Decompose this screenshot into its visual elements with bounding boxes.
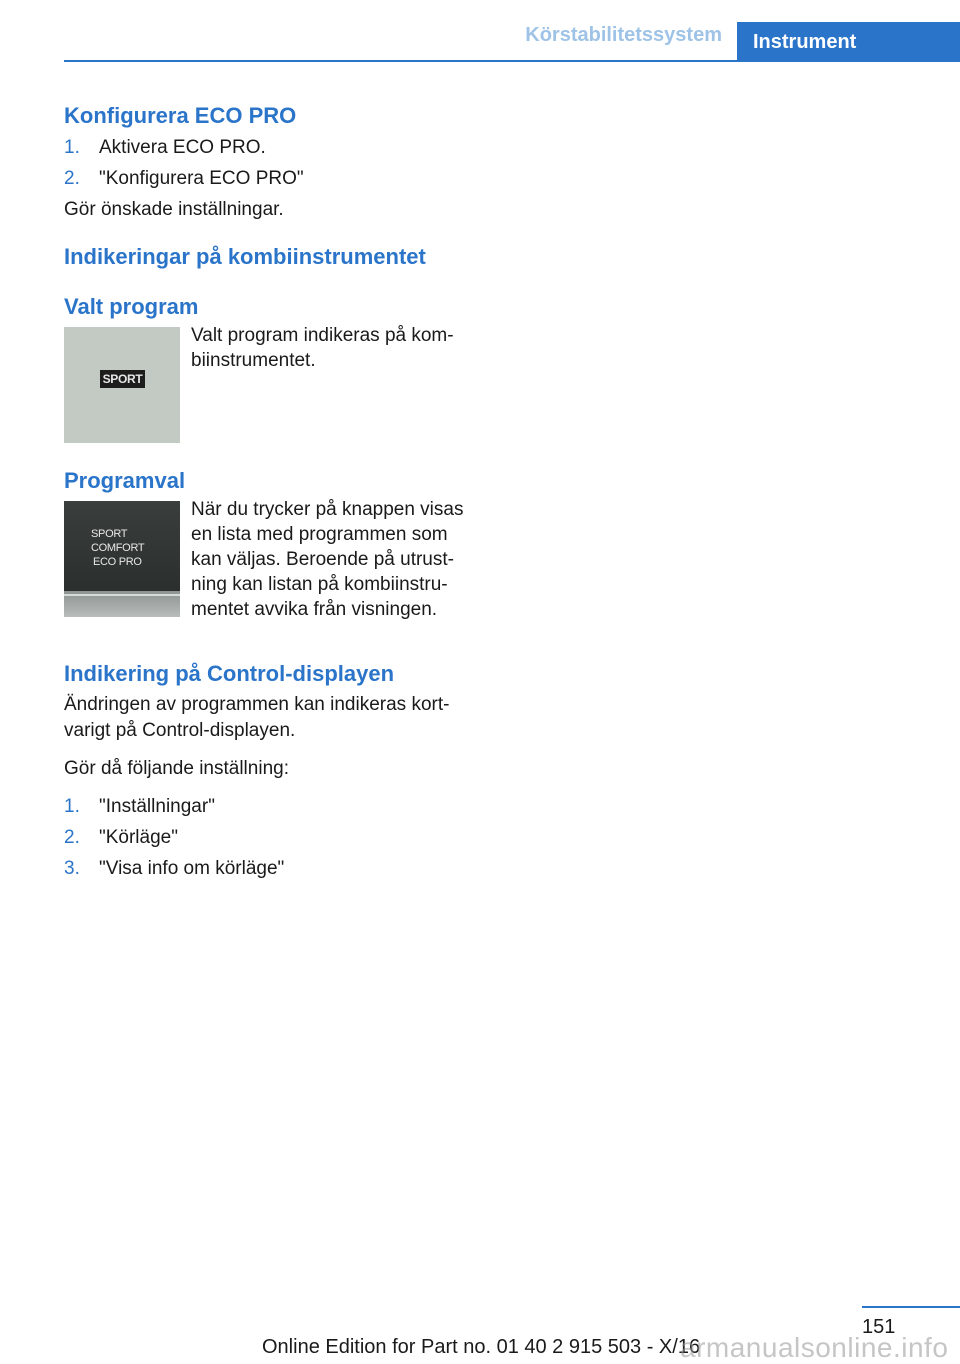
list-item	[64, 794, 476, 820]
step-text: "Inställningar"	[99, 796, 215, 817]
control-display-text: Ändringen av programmen kan indikeras kort‐ varigt på Control-displayen.	[64, 694, 450, 741]
step-number: 2.	[64, 827, 80, 848]
sport-chip-label: SPORT	[100, 370, 145, 388]
control-display-steps-list	[64, 794, 476, 882]
step-number: 2.	[64, 168, 80, 189]
program-menu-item: ECO PRO	[93, 556, 142, 568]
step-text: "Körläge"	[99, 827, 178, 848]
configure-after-text: Gör önskade inställningar.	[64, 199, 284, 220]
program-menu-item: COMFORT	[91, 542, 145, 554]
heading-selected-program: Valt program	[64, 294, 199, 319]
program-selection-text: När du trycker på knappen visas en lista med programmen som kan väljas. Beroende på utrust‐ ning kan listan på kombiinstru‐ mentet avvika från visningen.	[191, 499, 464, 620]
watermark: armanualsonline.info	[680, 1332, 949, 1363]
program-selection-row	[64, 501, 476, 622]
menu-bottom-band	[64, 591, 180, 617]
step-text: Aktivera ECO PRO.	[99, 137, 266, 158]
heading-control-display: Indikering på Control-displayen	[64, 661, 395, 686]
selected-program-text: Valt program indikeras på kom‐ biinstrumentet.	[191, 325, 454, 371]
configure-steps-list	[64, 135, 476, 192]
header-rule	[64, 60, 960, 62]
program-list-image	[64, 501, 180, 617]
step-number: 1.	[64, 137, 80, 158]
step-text: "Visa info om körläge"	[99, 858, 285, 879]
list-item	[64, 135, 476, 161]
selected-program-row	[64, 327, 476, 443]
page-number: 151	[862, 1316, 896, 1338]
heading-configure-eco-pro: Konfigurera ECO PRO	[64, 103, 297, 128]
list-item	[64, 825, 476, 851]
sport-indicator-image	[64, 327, 180, 443]
program-menu	[91, 527, 144, 569]
step-number: 3.	[64, 858, 80, 879]
step-number: 1.	[64, 796, 80, 817]
footer-edition: Online Edition for Part no. 01 40 2 915 503 - X/16	[262, 1336, 701, 1358]
program-menu-item: SPORT	[91, 528, 128, 540]
page-number-rule	[862, 1306, 960, 1308]
list-item	[64, 856, 476, 882]
step-text: "Konfigurera ECO PRO"	[99, 168, 304, 189]
page-content	[64, 100, 476, 887]
heading-indicators: Indikeringar på kombiinstrumentet	[64, 244, 426, 269]
heading-program-selection: Programval	[64, 468, 186, 493]
page-header	[0, 0, 960, 64]
control-display-intro: Gör då följande inställning:	[64, 758, 289, 779]
header-section-title: Körstabilitetssystem	[525, 24, 722, 46]
header-chapter-tab: Instrument	[737, 22, 960, 60]
list-item	[64, 166, 476, 192]
